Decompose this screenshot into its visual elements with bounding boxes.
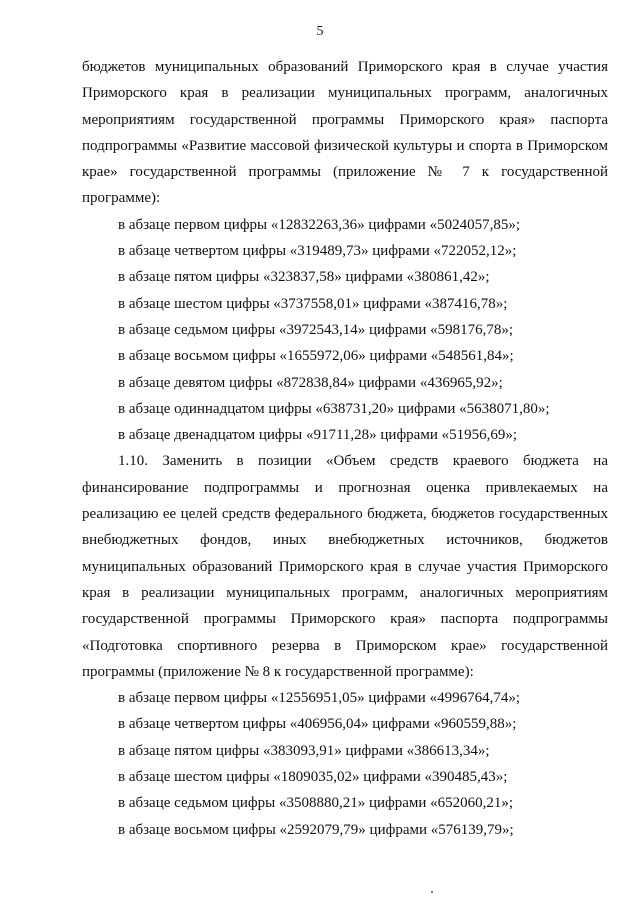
section-a-intro-paragraph: бюджетов муниципальных образований Приморского края в случае участия Приморского края в реализации муниципальных программ, аналогичных мероприятиям государственной программы Приморского края» паспорта подпрограммы «Развитие массовой физической культуры и спорта в Приморском крае» государственной программы (приложение № 7 к государственной программе): (82, 59, 608, 207)
amendment-item: в абзаце первом цифры «12556951,05» цифрами «4996764,74»; (118, 690, 520, 707)
scan-speck (431, 891, 433, 893)
amendment-item: в абзаце восьмом цифры «2592079,79» цифрами «576139,79»; (118, 821, 514, 838)
amendment-item: в абзаце восьмом цифры «1655972,06» цифрами «548561,84»; (118, 348, 514, 365)
section-b-intro-paragraph: 1.10. Заменить в позиции «Объем средств краевого бюджета на финансирование подпрограммы и прогнозная оценка привлекаемых на реализацию ее целей средств федерального бюджета, бюджетов государственных внебюджетных фондов, иных внебюджетных источников, бюджетов муниципальных образований Приморского края в случае участия Приморского края в реализации муниципальных программ, аналогичных мероприятиям государственной программы Приморского края» паспорта подпрограммы «Подготовка спортивного резерва в Приморском крае» государственной программы (приложение № 8 к государственной программе): (82, 453, 608, 680)
amendment-item: в абзаце шестом цифры «3737558,01» цифрами «387416,78»; (118, 295, 508, 312)
section-a-amendment-list (82, 212, 608, 449)
amendment-item: в абзаце девятом цифры «872838,84» цифрами «436965,92»; (118, 374, 503, 391)
amendment-item: в абзаце четвертом цифры «319489,73» цифрами «722052,12»; (118, 243, 517, 260)
amendment-item: в абзаце пятом цифры «383093,91» цифрами «386613,34»; (118, 742, 490, 759)
section-b-amendment-list (82, 685, 608, 843)
amendment-item: в абзаце шестом цифры «1809035,02» цифрами «390485,43»; (118, 769, 508, 786)
amendment-item: в абзаце первом цифры «12832263,36» цифрами «5024057,85»; (118, 216, 520, 233)
page-number: 5 (316, 24, 324, 39)
document-body (82, 54, 608, 843)
amendment-item: в абзаце одиннадцатом цифры «638731,20» цифрами «5638071,80»; (118, 400, 550, 417)
amendment-item: в абзаце седьмом цифры «3972543,14» цифрами «598176,78»; (118, 321, 514, 338)
amendment-item: в абзаце седьмом цифры «3508880,21» цифрами «652060,21»; (118, 795, 514, 812)
amendment-item: в абзаце двенадцатом цифры «91711,28» цифрами «51956,69»; (118, 427, 518, 444)
amendment-item: в абзаце пятом цифры «323837,58» цифрами «380861,42»; (118, 269, 490, 286)
amendment-item: в абзаце четвертом цифры «406956,04» цифрами «960559,88»; (118, 716, 517, 733)
